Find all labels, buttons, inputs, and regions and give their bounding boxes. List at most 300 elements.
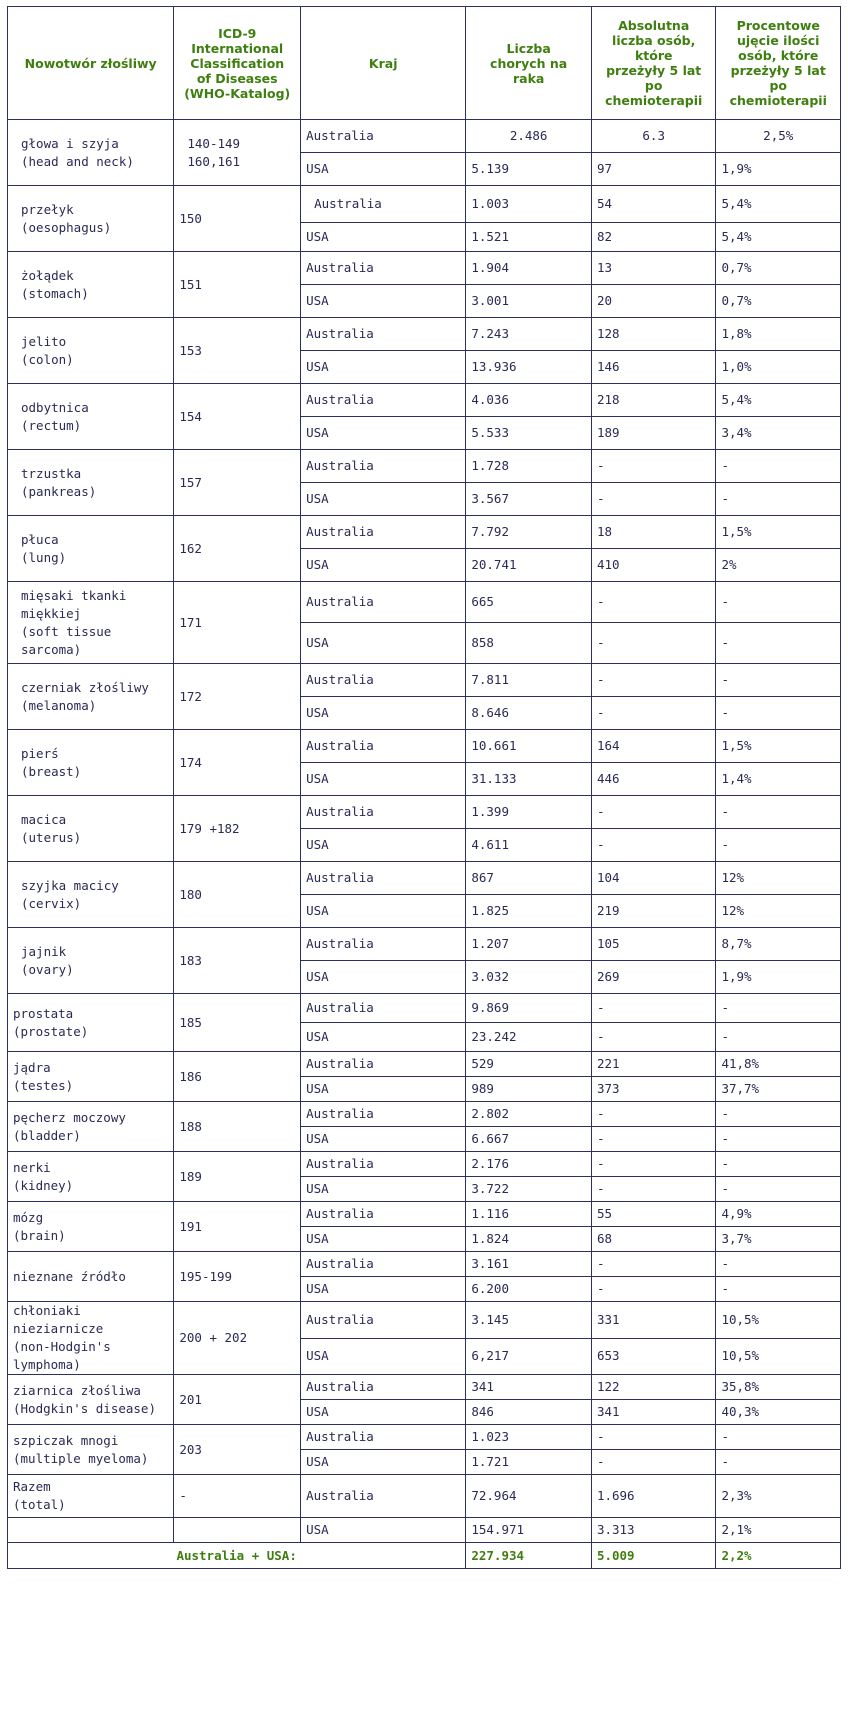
tumor-name-line: prostata (13, 1005, 74, 1021)
table-row (8, 1425, 841, 1450)
survivors-absolute-cell: 218 (591, 384, 716, 417)
tumor-name-cell (8, 664, 174, 730)
table-row (8, 730, 841, 763)
patients-cell: 2.486 (466, 120, 592, 153)
tumor-name-line: przełyk (21, 201, 74, 217)
table-row (8, 796, 841, 829)
tumor-name-line: (cervix) (21, 895, 82, 911)
survivors-absolute-cell: - (591, 582, 716, 623)
tumor-name-line: (non-Hodgin's (13, 1339, 111, 1354)
survivors-absolute-cell: 410 (591, 549, 716, 582)
icd-code-cell (174, 1425, 301, 1475)
survivors-absolute-cell: - (591, 1252, 716, 1277)
country-cell: USA (301, 1450, 466, 1475)
survivors-absolute-cell: - (591, 1127, 716, 1152)
header-survivors-absolute: Absolutna liczba osób, które przeżyły 5 lat po chemioterapii (591, 7, 716, 120)
country-cell: Australia (301, 1102, 466, 1127)
table-row (8, 1375, 841, 1400)
tumor-name-line: (ovary) (21, 961, 74, 977)
tumor-name-line: (colon) (21, 351, 74, 367)
table-row (8, 862, 841, 895)
icd-code-line: 188 (179, 1118, 202, 1134)
icd-code-line: 160,161 (187, 153, 241, 169)
tumor-name-line: jajnik (21, 943, 67, 959)
icd-code-line: 200 + 202 (179, 1330, 248, 1345)
survivors-percent-cell: 5,4% (716, 223, 841, 252)
survivors-percent-cell: - (716, 1102, 841, 1127)
header-survivors-percent: Procentowe ujęcie ilości osób, które przeżyły 5 lat po chemioterapii (716, 7, 841, 120)
country-cell: Australia (301, 1375, 466, 1400)
survivors-percent-cell: - (716, 829, 841, 862)
survivors-absolute-cell: 54 (591, 186, 716, 223)
survivors-percent-cell: 2,5% (716, 120, 841, 153)
tumor-name-line: odbytnica (21, 399, 89, 415)
grand-total-percent: 2,2% (716, 1543, 841, 1569)
survivors-absolute-cell: 341 (591, 1400, 716, 1425)
tumor-name-line: (breast) (21, 763, 82, 779)
survivors-absolute-cell: - (591, 994, 716, 1023)
survivors-absolute-cell: 331 (591, 1302, 716, 1339)
survivors-absolute-cell: - (591, 829, 716, 862)
survivors-percent-cell: - (716, 623, 841, 664)
tumor-name-line: płuca (21, 531, 59, 547)
icd-code-cell (174, 994, 301, 1052)
tumor-name-cell (8, 928, 174, 994)
country-cell: Australia (301, 384, 466, 417)
survivors-absolute-cell: 221 (591, 1052, 716, 1077)
table-row (8, 1202, 841, 1227)
survivors-percent-cell: 5,4% (716, 186, 841, 223)
country-cell: Australia (301, 1425, 466, 1450)
patients-cell: 867 (466, 862, 592, 895)
survivors-absolute-cell: - (591, 697, 716, 730)
patients-cell: 1.521 (466, 223, 592, 252)
icd-code-cell (174, 1302, 301, 1375)
table-row (8, 994, 841, 1023)
patients-cell: 9.869 (466, 994, 592, 1023)
survivors-absolute-cell: 164 (591, 730, 716, 763)
tumor-name-cell (8, 994, 174, 1052)
icd-code-cell (174, 1152, 301, 1202)
tumor-name-line: (pankreas) (21, 483, 97, 499)
icd-code-cell (174, 120, 301, 186)
tumor-name-cell (8, 1102, 174, 1152)
tumor-name-cell (8, 120, 174, 186)
tumor-name-cell (8, 1052, 174, 1102)
table-row (8, 186, 841, 223)
header-row (8, 7, 841, 120)
survivors-percent-cell: - (716, 450, 841, 483)
survivors-absolute-cell: 146 (591, 351, 716, 384)
country-cell: Australia (301, 516, 466, 549)
tumor-name-line: macica (21, 811, 67, 827)
icd-code-cell (174, 862, 301, 928)
country-cell: Australia (301, 582, 466, 623)
icd-code-cell (174, 252, 301, 318)
tumor-name-line: pierś (21, 745, 59, 761)
country-cell: Australia (301, 994, 466, 1023)
icd-code-line: 157 (179, 474, 202, 490)
country-cell: USA (301, 1023, 466, 1052)
patients-cell: 6.667 (466, 1127, 592, 1152)
table-row (8, 1252, 841, 1277)
table-row (8, 1102, 841, 1127)
icd-code-line: 191 (179, 1218, 202, 1234)
patients-cell: 1.207 (466, 928, 592, 961)
tumor-name-line: szyjka macicy (21, 877, 119, 893)
country-cell: USA (301, 417, 466, 450)
patients-cell: 23.242 (466, 1023, 592, 1052)
tumor-name-line: jądra (13, 1059, 51, 1075)
icd-code-line: 162 (179, 540, 202, 556)
tumor-name-line: (testes) (13, 1077, 74, 1093)
tumor-name-cell (8, 796, 174, 862)
country-cell: Australia (301, 450, 466, 483)
survivors-absolute-cell: 20 (591, 285, 716, 318)
country-cell: USA (301, 1227, 466, 1252)
chemotherapy-survival-table (7, 6, 841, 1569)
country-cell: USA (301, 153, 466, 186)
survivors-absolute-cell: 55 (591, 1202, 716, 1227)
icd-code-line: 185 (179, 1014, 202, 1030)
survivors-absolute-cell: - (591, 1152, 716, 1177)
survivors-percent-cell: - (716, 1152, 841, 1177)
survivors-percent-cell: - (716, 483, 841, 516)
tumor-name-line: ziarnica złośliwa (13, 1382, 141, 1398)
survivors-percent-cell: 1,0% (716, 351, 841, 384)
icd-code-cell (174, 796, 301, 862)
survivors-absolute-cell: - (591, 796, 716, 829)
tumor-name-line: mózg (13, 1209, 44, 1225)
tumor-name-line: (stomach) (21, 285, 89, 301)
patients-cell: 1.825 (466, 895, 592, 928)
survivors-absolute-cell: 68 (591, 1227, 716, 1252)
icd-code-cell (174, 928, 301, 994)
icd-code-cell (174, 582, 301, 664)
patients-cell: 13.936 (466, 351, 592, 384)
survivors-percent-cell: - (716, 697, 841, 730)
patients-cell: 858 (466, 623, 592, 664)
tumor-name-line: pęcherz moczowy (13, 1109, 126, 1125)
survivors-percent-cell: 1,4% (716, 763, 841, 796)
icd-code-cell (174, 384, 301, 450)
survivors-percent-cell: - (716, 1425, 841, 1450)
country-cell: Australia (301, 252, 466, 285)
survivors-percent-cell: 8,7% (716, 928, 841, 961)
tumor-name-cell (8, 1152, 174, 1202)
country-cell: USA (301, 483, 466, 516)
empty-cell (174, 1518, 301, 1543)
survivors-percent-cell: 41,8% (716, 1052, 841, 1077)
icd-code-cell (174, 450, 301, 516)
survivors-percent-cell: - (716, 1177, 841, 1202)
patients-cell: 4.036 (466, 384, 592, 417)
country-cell: USA (301, 623, 466, 664)
patients-cell: 7.811 (466, 664, 592, 697)
survivors-absolute-cell: 219 (591, 895, 716, 928)
survivors-absolute-cell: - (591, 1102, 716, 1127)
patients-cell: 2.176 (466, 1152, 592, 1177)
survivors-percent-cell: 2% (716, 549, 841, 582)
header-icd: ICD-9 International Classification of Diseases (WHO-Katalog) (174, 7, 301, 120)
total-us-patients-cell: 154.971 (466, 1518, 592, 1543)
country-cell: Australia (301, 186, 466, 223)
tumor-name-cell (8, 862, 174, 928)
icd-code-line: 154 (179, 408, 202, 424)
tumor-name-line: nieznane źródło (13, 1268, 126, 1284)
grand-total-row (8, 1543, 841, 1569)
survivors-absolute-cell: 128 (591, 318, 716, 351)
icd-code-line: 186 (179, 1068, 202, 1084)
tumor-name-line: (kidney) (13, 1177, 74, 1193)
survivors-percent-cell: 12% (716, 895, 841, 928)
patients-cell: 665 (466, 582, 592, 623)
survivors-percent-cell: 1,8% (716, 318, 841, 351)
survivors-absolute-cell: 104 (591, 862, 716, 895)
icd-code-cell (174, 318, 301, 384)
survivors-percent-cell: 1,9% (716, 961, 841, 994)
tumor-name-cell (8, 384, 174, 450)
survivors-absolute-cell: 18 (591, 516, 716, 549)
survivors-percent-cell: - (716, 1450, 841, 1475)
country-cell: Australia (301, 796, 466, 829)
country-cell: Australia (301, 120, 466, 153)
patients-cell: 341 (466, 1375, 592, 1400)
total-us-pct-cell: 2,1% (716, 1518, 841, 1543)
total-au-abs-cell: 1.696 (591, 1475, 716, 1518)
icd-code-cell (174, 186, 301, 252)
patients-cell: 3.161 (466, 1252, 592, 1277)
icd-code-cell (174, 664, 301, 730)
patients-cell: 3.722 (466, 1177, 592, 1202)
header-country: Kraj (301, 7, 466, 120)
survivors-percent-cell: 40,3% (716, 1400, 841, 1425)
header-tumor: Nowotwór złośliwy (8, 7, 174, 120)
grand-total-absolute: 5.009 (591, 1543, 716, 1569)
survivors-percent-cell: - (716, 1252, 841, 1277)
survivors-absolute-cell: 105 (591, 928, 716, 961)
tumor-name-line: chłoniaki nieziarnicze (13, 1303, 104, 1336)
header-patients: Liczba chorych na raka (466, 7, 592, 120)
patients-cell: 529 (466, 1052, 592, 1077)
tumor-name-line: (melanoma) (21, 697, 97, 713)
icd-code-cell (174, 1375, 301, 1425)
tumor-name-cell (8, 1252, 174, 1302)
table-row (8, 450, 841, 483)
survivors-percent-cell: 37,7% (716, 1077, 841, 1102)
grand-total-label: Australia + USA: (8, 1543, 466, 1569)
table-row (8, 318, 841, 351)
country-cell: USA (301, 1177, 466, 1202)
icd-code-line: 150 (179, 210, 202, 226)
country-cell: Australia (301, 928, 466, 961)
tumor-name-line: (soft tissue sarcoma) (21, 623, 112, 657)
icd-code-line: 172 (179, 688, 202, 704)
survivors-percent-cell: 4,9% (716, 1202, 841, 1227)
table-row (8, 582, 841, 623)
table-row (8, 1152, 841, 1177)
country-cell: USA (301, 961, 466, 994)
country-cell: Australia (301, 1052, 466, 1077)
tumor-name-line: (prostate) (13, 1023, 89, 1039)
tumor-name-line: głowa i szyja (21, 135, 119, 151)
tumor-name-line: (rectum) (21, 417, 82, 433)
patients-cell: 20.741 (466, 549, 592, 582)
country-cell: USA (301, 1127, 466, 1152)
icd-code-line: 180 (179, 886, 202, 902)
total-au-patients-cell: 72.964 (466, 1475, 592, 1518)
survivors-absolute-cell: - (591, 1450, 716, 1475)
patients-cell: 1.824 (466, 1227, 592, 1252)
patients-cell: 846 (466, 1400, 592, 1425)
survivors-percent-cell: - (716, 1023, 841, 1052)
survivors-absolute-cell: - (591, 1177, 716, 1202)
patients-cell: 989 (466, 1077, 592, 1102)
survivors-absolute-cell: - (591, 1023, 716, 1052)
tumor-name-cell (8, 730, 174, 796)
table-row (8, 384, 841, 417)
survivors-percent-cell: 3,4% (716, 417, 841, 450)
country-cell: USA (301, 1338, 466, 1375)
survivors-percent-cell: 3,7% (716, 1227, 841, 1252)
patients-cell: 1.904 (466, 252, 592, 285)
tumor-name-line: jelito (21, 333, 67, 349)
survivors-absolute-cell: 446 (591, 763, 716, 796)
tumor-name-line: lymphoma) (13, 1357, 81, 1372)
survivors-absolute-cell: - (591, 483, 716, 516)
total-au-pct-cell: 2,3% (716, 1475, 841, 1518)
patients-cell: 5.533 (466, 417, 592, 450)
tumor-name-line: miękkiej (21, 605, 82, 621)
icd-code-line: 171 (179, 614, 202, 630)
survivors-absolute-cell: 122 (591, 1375, 716, 1400)
tumor-name-cell (8, 1202, 174, 1252)
country-cell: USA (301, 1400, 466, 1425)
patients-cell: 6.200 (466, 1277, 592, 1302)
survivors-percent-cell: 5,4% (716, 384, 841, 417)
country-cell: Australia (301, 1252, 466, 1277)
tumor-name-line: (brain) (13, 1227, 66, 1243)
icd-code-line: 183 (179, 952, 202, 968)
survivors-absolute-cell: 269 (591, 961, 716, 994)
country-cell: USA (301, 285, 466, 318)
survival-table-container (7, 6, 841, 1569)
survivors-absolute-cell: 653 (591, 1338, 716, 1375)
icd-code-cell (174, 1202, 301, 1252)
icd-code-line: 140-149 (187, 135, 241, 151)
patients-cell: 1.003 (466, 186, 592, 223)
country-cell: USA (301, 763, 466, 796)
tumor-name-line: (oesophagus) (21, 219, 112, 235)
country-cell: USA (301, 223, 466, 252)
patients-cell: 31.133 (466, 763, 592, 796)
survivors-percent-cell: 10,5% (716, 1338, 841, 1375)
survivors-absolute-cell: - (591, 1425, 716, 1450)
tumor-name-cell (8, 582, 174, 664)
patients-cell: 1.023 (466, 1425, 592, 1450)
total-row-usa (8, 1518, 841, 1543)
table-body (8, 120, 841, 1569)
icd-code-cell (174, 516, 301, 582)
survivors-percent-cell: 12% (716, 862, 841, 895)
empty-cell (8, 1518, 174, 1543)
patients-cell: 7.243 (466, 318, 592, 351)
tumor-name-cell (8, 1375, 174, 1425)
tumor-name-cell (8, 450, 174, 516)
patients-cell: 8.646 (466, 697, 592, 730)
patients-cell: 2.802 (466, 1102, 592, 1127)
table-row (8, 928, 841, 961)
icd-code-line: 153 (179, 342, 202, 358)
grand-total-patients: 227.934 (466, 1543, 592, 1569)
tumor-name-line: (multiple myeloma) (13, 1450, 149, 1466)
total-row-australia (8, 1475, 841, 1518)
tumor-name-cell (8, 1425, 174, 1475)
total-us-country-cell: USA (301, 1518, 466, 1543)
survivors-percent-cell: - (716, 1277, 841, 1302)
country-cell: Australia (301, 318, 466, 351)
patients-cell: 3.001 (466, 285, 592, 318)
survivors-absolute-cell: 6.3 (591, 120, 716, 153)
icd-code-cell (174, 730, 301, 796)
patients-cell: 7.792 (466, 516, 592, 549)
icd-code-cell (174, 1102, 301, 1152)
country-cell: USA (301, 549, 466, 582)
country-cell: Australia (301, 730, 466, 763)
table-row (8, 516, 841, 549)
total-icd-cell: - (174, 1475, 301, 1518)
tumor-name-line: (head and neck) (21, 153, 134, 169)
survivors-percent-cell: 10,5% (716, 1302, 841, 1339)
survivors-absolute-cell: 82 (591, 223, 716, 252)
tumor-name-line: (Hodgkin's disease) (13, 1400, 156, 1416)
icd-code-line: 203 (179, 1441, 202, 1457)
patients-cell: 1.399 (466, 796, 592, 829)
tumor-name-cell (8, 186, 174, 252)
country-cell: USA (301, 895, 466, 928)
tumor-name-line: (bladder) (13, 1127, 81, 1143)
table-row (8, 1052, 841, 1077)
tumor-name-line: (uterus) (21, 829, 82, 845)
icd-code-cell (174, 1052, 301, 1102)
tumor-name-line: trzustka (21, 465, 82, 481)
tumor-name-line: żołądek (21, 267, 74, 283)
country-cell: Australia (301, 862, 466, 895)
survivors-percent-cell: - (716, 664, 841, 697)
survivors-percent-cell: - (716, 1127, 841, 1152)
survivors-absolute-cell: - (591, 664, 716, 697)
country-cell: USA (301, 1077, 466, 1102)
icd-code-line: 201 (179, 1391, 202, 1407)
country-cell: Australia (301, 1152, 466, 1177)
country-cell: Australia (301, 1302, 466, 1339)
survivors-absolute-cell: 373 (591, 1077, 716, 1102)
icd-code-cell (174, 1252, 301, 1302)
tumor-name-line: (lung) (21, 549, 67, 565)
country-cell: Australia (301, 1202, 466, 1227)
survivors-absolute-cell: - (591, 450, 716, 483)
patients-cell: 6,217 (466, 1338, 592, 1375)
country-cell: USA (301, 697, 466, 730)
icd-code-line: 179 +182 (179, 820, 240, 836)
survivors-percent-cell: 0,7% (716, 252, 841, 285)
survivors-absolute-cell: 189 (591, 417, 716, 450)
country-cell: Australia (301, 664, 466, 697)
table-row (8, 664, 841, 697)
survivors-percent-cell: - (716, 582, 841, 623)
table-row (8, 252, 841, 285)
tumor-name-cell (8, 252, 174, 318)
